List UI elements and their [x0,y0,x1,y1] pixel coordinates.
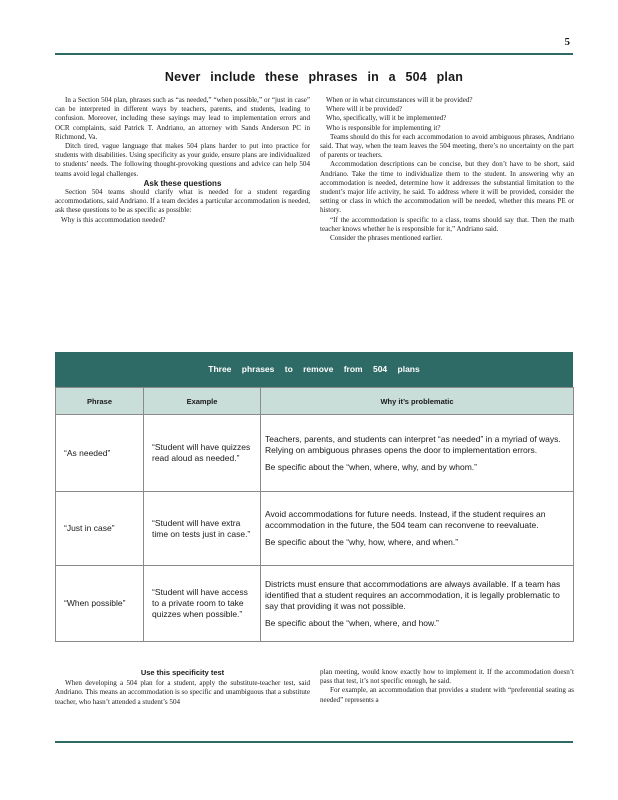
paragraph: Teams should do this for each accommodation to avoid ambiguous phrases, Andriano said. That way, when the team leaves the 504 meeting, there’s no uncertainty on the part of parents or teachers. [320,132,574,160]
why-text: Avoid accommodations for future needs. Instead, if the student requires an accommodation in the future, the 504 team can reconvene to reevaluate. [265,509,546,530]
why-cell [261,566,574,642]
page-number: 5 [564,36,570,48]
paragraph: In a Section 504 plan, phrases such as “as needed,” “when possible,” or “just in case” can be interpreted in different ways by teachers, parents, and students, leading to confusion. Moreover, including these sayings may lead to implementation errors and OCR complaints, said Patrick T. Andriano, an attorney with Sands Anderson PC in Richmond, Va. [55,96,310,141]
subhead-specificity-test: Use this specificity test [140,668,225,677]
phrase-cell: “When possible” [56,566,144,642]
top-rule [55,53,573,55]
example-cell: “Student will have quizzes read aloud as needed.” [144,415,261,492]
paragraph: For example, an accommodation that provides a student with “preferential seating as needed” represents a [320,686,574,704]
paragraph: plan meeting, would know exactly how to implement it. If the accommodation doesn’t pass that test, it’s not specific enough, he said. [320,668,574,686]
paragraph: Section 504 teams should clarify what is needed for a student regarding accommodations, said Andriano. If a team decides a particular accommodation is needed, ask these questions to be as specific as possible: [55,188,310,215]
question-bullet: Who, specifically, will it be implemented? [326,114,447,123]
why-advice: Be specific about the “when, where, why, and by whom.” [265,461,477,472]
table-row [56,415,574,492]
why-text: Teachers, parents, and students can interpret “as needed” in a myriad of ways. Relying on ambiguous phrases opens the door to implementation errors. [265,433,561,455]
bottom-right-column [320,668,574,705]
table-header-row [56,388,574,415]
subhead-ask-questions: Ask these questions [143,178,222,188]
question-bullet: When or in what circumstances will it be provided? [326,96,473,104]
why-advice: Be specific about the “when, where, and how.” [265,617,439,628]
why-cell [261,415,574,492]
why-advice: Be specific about the “why, how, where, and when.” [265,537,459,547]
column-header: Phrase [56,388,144,415]
question-bullet: Where will it be provided? [326,105,403,114]
why-cell [261,492,574,566]
table-row [56,492,574,566]
right-column [320,96,574,243]
paragraph: “If the accommodation is specific to a class, teams should say that. Then the math teacher knows whether he is responsible for it,” Andriano said. [320,215,574,233]
paragraph: When developing a 504 plan for a student, apply the substitute-teacher test, said Andriano. This means an accommodation is so specific and unambiguous that a substitute teacher, who hasn’t attended a student’s 504 [55,679,310,706]
table-grid [55,387,574,642]
paragraph: Accommodation descriptions can be concise, but they don’t have to be short, said Andriano. Take the time to individualize them to the student. In answering why an accommodation is needed, determine how it addresses the substantial limitation to the student’s major life activity, he said. To address where it will be provided, consider the setting or class in which the accommodation will be needed, whether this means PE or history. [320,160,574,215]
example-cell: “Student will have access to a private room to take quizzes when possible.” [144,566,261,642]
paragraph: Consider the phrases mentioned earlier. [330,234,443,243]
bottom-left-column [55,668,310,707]
question-bullet: Why is this accommodation needed? [61,215,166,224]
article-title: Never include these phrases in a 504 plan [164,70,464,84]
table-row [56,566,574,642]
why-text: Districts must ensure that accommodations are always available. If a team has identified that a student requires an accommodation, it is legally problematic to say that providing it was not possible. [265,578,561,611]
phrase-cell: “As needed” [56,415,144,492]
column-header: Why it’s problematic [261,388,574,415]
left-column [55,96,310,225]
table-title: Three phrases to remove from 504 plans [55,352,573,387]
bottom-rule [55,741,573,743]
column-header: Example [144,388,261,415]
phrase-cell: “Just in case” [56,492,144,566]
example-cell: “Student will have extra time on tests just in case.” [144,492,261,566]
phrases-table [55,352,573,642]
question-bullet: Who is responsible for implementing it? [326,123,441,132]
paragraph: Ditch tired, vague language that makes 504 plans harder to put into practice for students with disabilities. Using specificity as your guide, ensure plans are individualized to students’ needs. The following thought-provoking questions and advice can help 504 teams avoid legal challenges. [55,142,310,178]
